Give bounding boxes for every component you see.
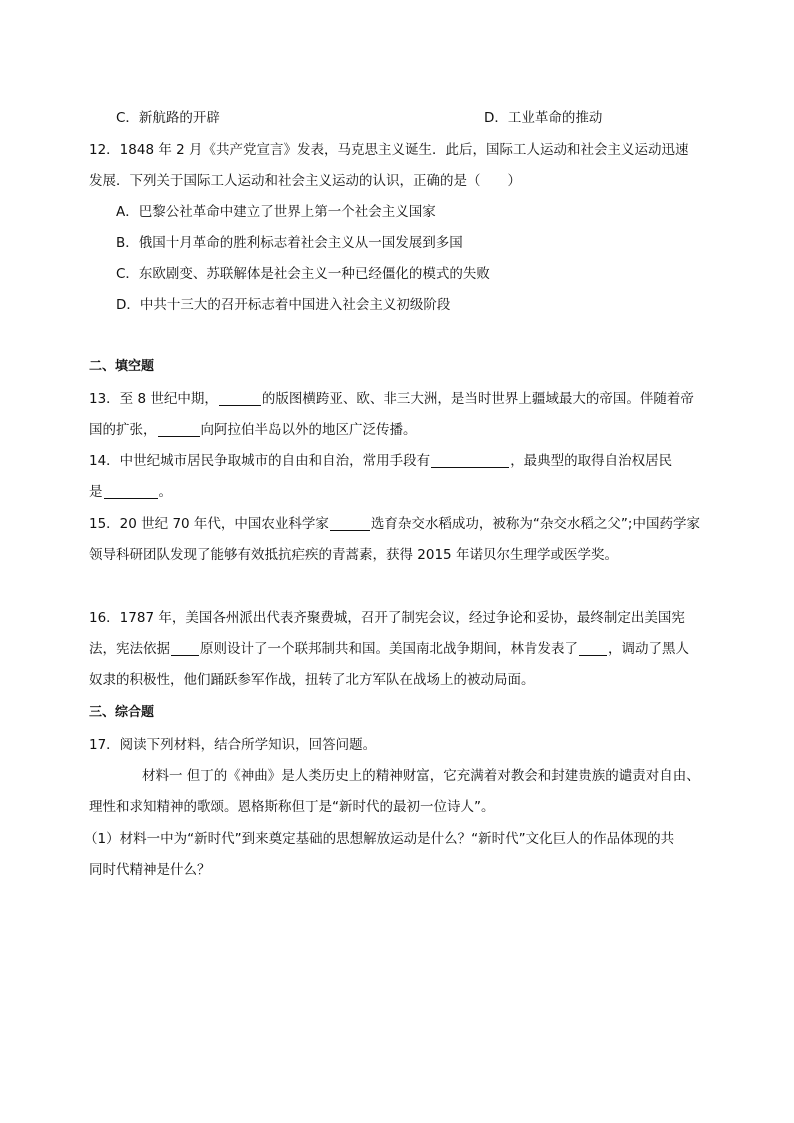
answer-blank (579, 641, 607, 656)
q14-text: 。 (158, 484, 172, 500)
q12-option-c: C．东欧剧变、苏联解体是社会主义一种已经僵化的模式的失败 (116, 266, 490, 282)
q13-line2 (89, 420, 794, 440)
q11-option-row (116, 108, 794, 128)
answer-blank (171, 641, 199, 656)
q16-text: 法，宪法依据 (89, 641, 170, 657)
q15-text: 选育杂交水稻成功，被称为“杂交水稻之父”;中国药学家 (370, 516, 700, 532)
q17-stem: 17．阅读下列材料，结合所学知识，回答问题。 (89, 737, 377, 753)
q12-option-b: B．俄国十月革命的胜利标志着社会主义从一国发展到多国 (116, 235, 463, 251)
q16-text: ，调动了黑人 (608, 641, 689, 657)
section-title-comprehensive: 三、综合题 (89, 705, 155, 720)
q12-option-d: D．中共十三大的召开标志着中国进入社会主义初级阶段 (116, 297, 451, 313)
q12-stem-line1: 12．1848 年 2 月《共产党宣言》发表，马克思主义诞生．此后，国际工人运动和社会主义运动迅速 (89, 142, 689, 158)
q17-material-line2: 理性和求知精神的歌颂。恩格斯称但丁是“新时代的最初一位诗人”。 (89, 799, 495, 815)
q13-line1 (89, 389, 794, 409)
q11-option-d: D．工业革命的推动 (484, 110, 603, 126)
q15-line2: 领导科研团队发现了能够有效抵抗疟疾的青蒿素，获得 2015 年诺贝尔生理学或医学奖。 (89, 547, 618, 563)
q14-line1 (89, 451, 794, 471)
q13-text: 13．至 8 世纪中期， (89, 391, 218, 407)
q16-line2 (89, 639, 794, 659)
q17-sub1-line1: （1）材料一中为“新时代”到来奠定基础的思想解放运动是什么？“新时代”文化巨人的作品体现的共 (84, 831, 675, 847)
q15-text: 15．20 世纪 70 年代，中国农业科学家 (89, 516, 329, 532)
q16-line3: 奴隶的积极性，他们踊跃参军作战，扭转了北方军队在战场上的被动局面。 (89, 672, 535, 688)
q16-line1: 16．1787 年，美国各州派出代表齐聚费城，召开了制宪会议，经过争论和妥协，最终制定出美国宪 (89, 610, 685, 626)
answer-blank (158, 422, 200, 437)
q17-sub1-line2: 同时代精神是什么？ (89, 862, 211, 878)
q13-text: 国的扩张， (89, 422, 157, 438)
q12-stem-line2: 发展．下列关于国际工人运动和社会主义运动的认识，正确的是（ ） (89, 173, 521, 189)
q14-text: 14．中世纪城市居民争取城市的自由和自治，常用手段有 (89, 453, 431, 469)
q14-text: 是 (89, 484, 103, 500)
q14-line2 (89, 482, 794, 502)
answer-blank (330, 516, 370, 531)
answer-blank (431, 453, 509, 468)
q16-text: 原则设计了一个联邦制共和国。美国南北战争期间，林肯发表了 (200, 641, 578, 657)
q13-text: 的版图横跨亚、欧、非三大洲，是当时世界上疆域最大的帝国。伴随着帝 (261, 391, 694, 407)
answer-blank (219, 391, 261, 406)
q13-text: 向阿拉伯半岛以外的地区广泛传播。 (200, 422, 417, 438)
q12-option-a: A．巴黎公社革命中建立了世界上第一个社会主义国家 (116, 204, 436, 220)
q14-text: ，最典型的取得自治权居民 (510, 453, 673, 469)
q17-material-line1: 材料一 但丁的《神曲》是人类历史上的精神财富，它充满着对教会和封建贵族的谴责对自由、 (142, 768, 700, 784)
section-title-fill-in: 二、填空题 (89, 359, 155, 374)
q15-line1 (89, 514, 794, 534)
q11-option-c: C．新航路的开辟 (116, 110, 220, 126)
answer-blank (104, 484, 158, 499)
